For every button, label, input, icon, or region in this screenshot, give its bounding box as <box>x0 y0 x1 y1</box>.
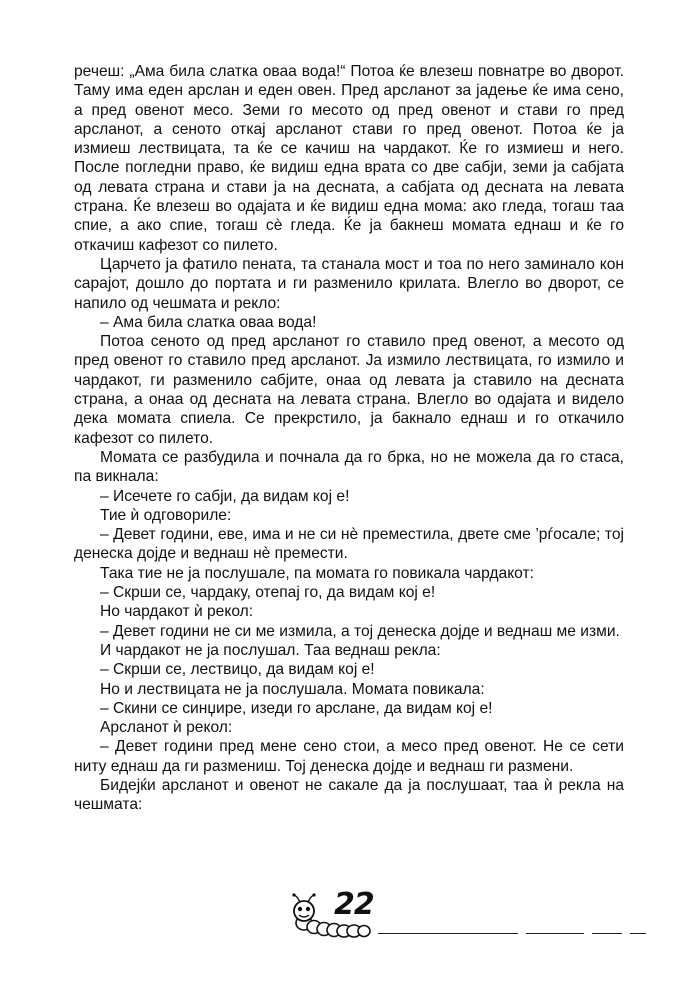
paragraph: Тие ѝ одговориле: <box>100 506 232 524</box>
paragraph: Но и лествицата не ја послушала. Момата повикала: <box>100 680 485 698</box>
paragraph: – Исечете го сабји, да видам кој е! <box>100 487 350 505</box>
paragraph: – Девет години не си ме измила, а тој денеска дојде и веднаш ме изми. <box>100 622 620 640</box>
paragraph: Така тие не ја послушале, па момата го повикала чардакот: <box>100 564 534 582</box>
paragraph: – Скрши се, лествицо, да видам кој е! <box>100 661 375 679</box>
story-text <box>74 62 624 815</box>
paragraph: Царчето ја фатило пената, та станала мост и тоа по него заминало кон сарајот, дошло до портата и ги разменило крилата. Влегло во дворот, се напило од чешмата и рекло: <box>74 255 624 312</box>
footer-rule <box>378 933 518 934</box>
footer-rule <box>526 933 584 934</box>
paragraph: И чардакот не ја послушал. Таа веднаш рекла: <box>100 641 441 659</box>
paragraph: – Скрши се, чардаку, отепај го, да видам кој е! <box>100 584 436 602</box>
paragraph: речеш: „Ама била слатка оваа вода!“ Потоа ќе влезеш повнатре во дворот. Таму има еден арслан и еден овен. Пред арсланот за јадење ќе има сено, а пред овенот месо. Земи го месото од пред овенот и стави го пред арсланот, а сеното откај арсланот стави го пред овенот. Потоа ќе ја измиеш лествицата, та ќе се качиш на чардакот. Ќе го измиеш и него. После погледни право, ќе видиш една врата со две сабји, земи ја сабјата од левата страна и стави ја на десната, а сабјата од десната на левата страна. Ќе влезеш во одајата и ќе видиш една мома: ако гледа, тогаш таа спие, а ако спие, тогаш сè гледа. Ќе ја бакнеш момата еднаш и ќе го откачиш кафезот со пилето. <box>74 63 624 254</box>
paragraph: Потоа сеното од пред арсланот го ставило пред овенот, а месото од пред овенот го ставило пред арсланот. Ја измило лествицата, го измило и чардакот, ги разменило сабјите, онаа од левата ја ставило на десната страна, а онаа од десната на левата страна. Влегло во одајата и видело дека момата спиела. Се прекрстило, ја бакнало еднаш и го откачило кафезот со пилето. <box>74 333 624 447</box>
paragraph: Бидејќи арсланот и овенот не сакале да ја послушаат, таа ѝ рекла на чешмата: <box>74 776 624 814</box>
footer-rule <box>592 933 622 934</box>
page-footer <box>290 887 650 943</box>
paragraph: Арсланот ѝ рекол: <box>100 719 233 737</box>
footer-rule <box>630 933 646 934</box>
paragraph: – Скини се синџире, изеди го арслане, да видам кој е! <box>100 699 493 717</box>
paragraph: – Девет години, еве, има и не си нè преместила, двете сме ’рѓосале; тој денеска дојде и веднаш нè премести. <box>74 526 624 563</box>
paragraph: Момата се разбудила и почнала да го брка, но не можела да го стаса, па викнала: <box>74 448 624 486</box>
paragraph: – Ама била слатка оваа вода! <box>100 313 317 331</box>
page-number: 22 <box>334 887 374 922</box>
paragraph: Но чардакот ѝ рекол: <box>100 603 254 621</box>
paragraph: – Девет години пред мене сено стои, а месо пред овенот. Не се сети ниту еднаш да ги размениш. Тој денеска дојде и веднаш ги размени. <box>74 738 624 775</box>
